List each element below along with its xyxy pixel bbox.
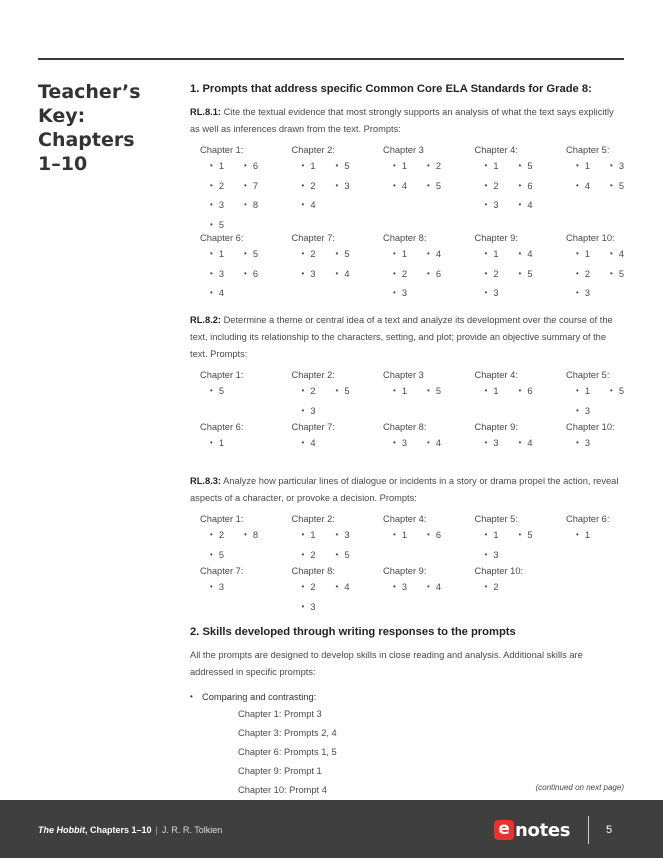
chapter-block [566, 369, 624, 416]
prompt-item: • 5 [210, 550, 224, 560]
skill-heading: • Comparing and contrasting: [190, 689, 626, 705]
prompt-item: • 3 [336, 530, 350, 540]
chapter-block [474, 144, 533, 210]
prompt-item: • 8 [244, 530, 258, 540]
chapter-block [566, 513, 610, 540]
prompt-item: • 3 [210, 269, 224, 279]
prompt-grid-rl83 [190, 507, 626, 611]
prompt-item: • 2 [302, 386, 316, 396]
chapter-block [200, 232, 258, 298]
chapter-label: Chapter 2: [291, 370, 335, 380]
prompt-item: • 6 [244, 269, 258, 279]
standard-text: Cite the textual evidence that most strongly supports an analysis of what the text says explicitly as well as inferences drawn from the text. Prompts: [190, 107, 614, 134]
prompt-item: • 1 [302, 161, 316, 171]
section2-heading: 2. Skills developed through writing responses to the prompts [190, 626, 516, 638]
prompt-item: • 2 [302, 582, 316, 592]
chapter-block [291, 369, 350, 416]
prompt-item: • 4 [519, 438, 533, 448]
side-title-line-3: Chapters [38, 129, 135, 151]
chapter-label: Chapter 2: [291, 145, 335, 155]
chapter-label: Chapter 10: [474, 566, 524, 576]
chapter-label: Chapter 10: [566, 233, 615, 243]
prompt-item: • 2 [210, 181, 224, 191]
prompt-item: • 5 [427, 386, 441, 396]
prompt-item: • 2 [427, 161, 441, 171]
prompt-item: • 3 [485, 288, 499, 298]
prompt-item: • 3 [610, 161, 624, 171]
prompt-item: • 5 [610, 269, 624, 279]
prompt-item: • 5 [610, 386, 624, 396]
prompt-item: • 7 [244, 181, 258, 191]
chapter-label: Chapter 1: [200, 370, 244, 380]
prompt-item: • 4 [519, 200, 533, 210]
prompt-item: • 5 [519, 161, 533, 171]
footer-book-subtitle: , Chapters 1–10 [85, 825, 152, 835]
chapter-label: Chapter 8: [383, 422, 427, 432]
skill-line: Chapter 3: Prompts 2, 4 [238, 728, 337, 738]
prompt-item: • 5 [336, 161, 350, 171]
prompt-item: • 1 [393, 249, 407, 259]
chapter-label: Chapter 6: [200, 422, 244, 432]
side-title-line-4: 1–10 [38, 153, 88, 175]
chapter-label: Chapter 7: [291, 233, 335, 243]
chapter-label: Chapter 1: [200, 145, 244, 155]
prompt-item: • 4 [336, 582, 350, 592]
footer-author: J. R. R. Tolkien [161, 825, 223, 835]
section2-intro: All the prompts are designed to develop skills in close reading and analysis. Additional skills are addressed in specific prompts: [190, 650, 583, 677]
chapter-block [291, 144, 350, 210]
prompt-item: • 1 [576, 386, 590, 396]
chapter-block [200, 513, 258, 560]
prompt-item: • 6 [427, 530, 441, 540]
chapter-block [383, 144, 441, 191]
chapter-label: Chapter 4: [383, 514, 427, 524]
standard-rl81 [190, 104, 626, 138]
prompt-item: • 1 [210, 438, 224, 448]
prompt-item: • 3 [302, 602, 316, 612]
chapter-label: Chapter 7: [200, 566, 244, 576]
chapter-label: Chapter 5: [566, 145, 610, 155]
prompt-item: • 3 [210, 200, 224, 210]
chapter-block [474, 565, 524, 592]
prompt-item: • 5 [519, 530, 533, 540]
chapter-block [200, 144, 258, 230]
prompt-item: • 6 [519, 386, 533, 396]
prompt-item: • 3 [336, 181, 350, 191]
footer-separator: | [155, 825, 158, 835]
chapter-block [200, 421, 244, 448]
enotes-logo-icon: e [494, 820, 514, 840]
standard-code: RL.8.3: [190, 476, 221, 486]
chapter-label: Chapter 8: [291, 566, 335, 576]
skill-line: Chapter 9: Prompt 1 [238, 766, 322, 776]
footer-divider [588, 816, 589, 844]
prompt-item: • 3 [576, 406, 590, 416]
skill-line: Chapter 6: Prompts 1, 5 [238, 747, 337, 757]
prompt-item: • 3 [485, 200, 499, 210]
prompt-item: • 2 [485, 181, 499, 191]
prompt-item: • 3 [485, 550, 499, 560]
skill-line: Chapter 10: Prompt 4 [238, 785, 327, 795]
prompt-item: • 4 [519, 249, 533, 259]
prompt-item: • 2 [302, 181, 316, 191]
standard-text: Determine a theme or central idea of a text and analyze its development over the course of the text, including its relationship to the characters, setting, and plot; provide an objective summary of the text. Prompts: [190, 315, 613, 359]
footer-book-info [38, 825, 222, 835]
prompt-item: • 5 [610, 181, 624, 191]
chapter-label: Chapter 6: [200, 233, 244, 243]
prompt-item: • 1 [393, 530, 407, 540]
prompt-item: • 5 [336, 249, 350, 259]
prompt-item: • 3 [576, 288, 590, 298]
prompt-item: • 1 [485, 530, 499, 540]
prompt-item: • 2 [210, 530, 224, 540]
page-number: 5 [606, 824, 613, 836]
footer [0, 800, 663, 858]
prompt-item: • 2 [485, 269, 499, 279]
prompt-item: • 3 [210, 582, 224, 592]
chapter-label: Chapter 9: [383, 566, 427, 576]
prompt-item: • 1 [485, 249, 499, 259]
chapter-label: Chapter 4: [474, 370, 518, 380]
chapter-block [200, 369, 244, 396]
chapter-label: Chapter 5: [474, 514, 518, 524]
chapter-label: Chapter 6: [566, 514, 610, 524]
chapter-block [566, 232, 624, 298]
prompt-item: • 4 [302, 200, 316, 210]
prompt-item: • 3 [576, 438, 590, 448]
prompt-item: • 2 [393, 269, 407, 279]
chapter-block [383, 421, 441, 448]
enotes-logo-text: notes [515, 819, 571, 841]
prompt-item: • 3 [485, 438, 499, 448]
prompt-item: • 2 [302, 249, 316, 259]
chapter-block [291, 513, 350, 560]
prompt-item: • 5 [427, 181, 441, 191]
side-title [38, 80, 178, 176]
prompt-item: • 2 [485, 582, 499, 592]
prompt-item: • 4 [302, 438, 316, 448]
chapter-block [383, 565, 441, 592]
prompt-item: • 3 [393, 288, 407, 298]
prompt-item: • 5 [519, 269, 533, 279]
prompt-item: • 5 [210, 220, 224, 230]
chapter-block [474, 421, 533, 448]
standard-text: Analyze how particular lines of dialogue or incidents in a story or drama propel the action, reveal aspects of a character, or provoke a decision. Prompts: [190, 476, 619, 503]
chapter-block [383, 513, 441, 540]
standard-code: RL.8.2: [190, 315, 221, 325]
chapter-label: Chapter 2: [291, 514, 335, 524]
prompt-item: • 5 [336, 386, 350, 396]
prompt-item: • 1 [210, 249, 224, 259]
chapter-block [383, 369, 441, 396]
continued-note: (continued on next page) [535, 783, 624, 792]
standard-code: RL.8.1: [190, 107, 221, 117]
prompt-item: • 1 [210, 161, 224, 171]
chapter-label: Chapter 1: [200, 514, 244, 524]
chapter-block [474, 232, 533, 298]
prompt-item: • 4 [427, 582, 441, 592]
prompt-item: • 4 [427, 249, 441, 259]
chapter-label: Chapter 3 [383, 370, 424, 380]
prompt-item: • 5 [244, 249, 258, 259]
chapter-block [291, 565, 350, 612]
chapter-block [291, 232, 350, 279]
chapter-block [566, 421, 615, 448]
section1-heading: 1. Prompts that address specific Common Core ELA Standards for Grade 8: [190, 83, 592, 95]
chapter-label: Chapter 10: [566, 422, 615, 432]
prompt-item: • 3 [302, 269, 316, 279]
prompt-item: • 4 [427, 438, 441, 448]
prompt-item: • 6 [244, 161, 258, 171]
chapter-block [291, 421, 335, 448]
chapter-label: Chapter 8: [383, 233, 427, 243]
chapter-label: Chapter 7: [291, 422, 335, 432]
top-rule [38, 58, 624, 60]
standard-rl82 [190, 312, 626, 363]
chapter-block [383, 232, 441, 298]
prompt-grid-rl81 [190, 138, 626, 298]
prompt-item: • 1 [302, 530, 316, 540]
prompt-item: • 4 [210, 288, 224, 298]
chapter-label: Chapter 5: [566, 370, 610, 380]
side-title-line-2: Key: [38, 105, 86, 127]
prompt-item: • 3 [393, 582, 407, 592]
prompt-item: • 6 [427, 269, 441, 279]
prompt-item: • 1 [576, 161, 590, 171]
prompt-grid-rl82 [190, 363, 626, 459]
prompt-item: • 2 [576, 269, 590, 279]
prompt-item: • 3 [393, 438, 407, 448]
prompt-item: • 4 [576, 181, 590, 191]
chapter-label: Chapter 9: [474, 422, 518, 432]
skill-line: Chapter 1: Prompt 3 [238, 709, 322, 719]
chapter-label: Chapter 3 [383, 145, 424, 155]
prompt-item: • 1 [393, 386, 407, 396]
prompt-item: • 8 [244, 200, 258, 210]
chapter-block [566, 144, 624, 191]
prompt-item: • 1 [485, 386, 499, 396]
enotes-logo [494, 820, 570, 840]
side-title-line-1: Teacher’s [38, 81, 141, 103]
main-content [190, 82, 626, 800]
prompt-item: • 1 [393, 161, 407, 171]
prompt-item: • 2 [302, 550, 316, 560]
prompt-item: • 4 [610, 249, 624, 259]
chapter-block [200, 565, 244, 592]
prompt-item: • 5 [210, 386, 224, 396]
prompt-item: • 4 [393, 181, 407, 191]
prompt-item: • 1 [576, 530, 590, 540]
prompt-item: • 5 [336, 550, 350, 560]
prompt-item: • 1 [576, 249, 590, 259]
footer-book-title: The Hobbit [38, 825, 85, 835]
chapter-label: Chapter 9: [474, 233, 518, 243]
prompt-item: • 4 [336, 269, 350, 279]
prompt-item: • 1 [485, 161, 499, 171]
prompt-item: • 3 [302, 406, 316, 416]
chapter-block [474, 513, 533, 560]
prompt-item: • 6 [519, 181, 533, 191]
standard-rl83 [190, 473, 626, 507]
chapter-label: Chapter 4: [474, 145, 518, 155]
chapter-block [474, 369, 533, 396]
